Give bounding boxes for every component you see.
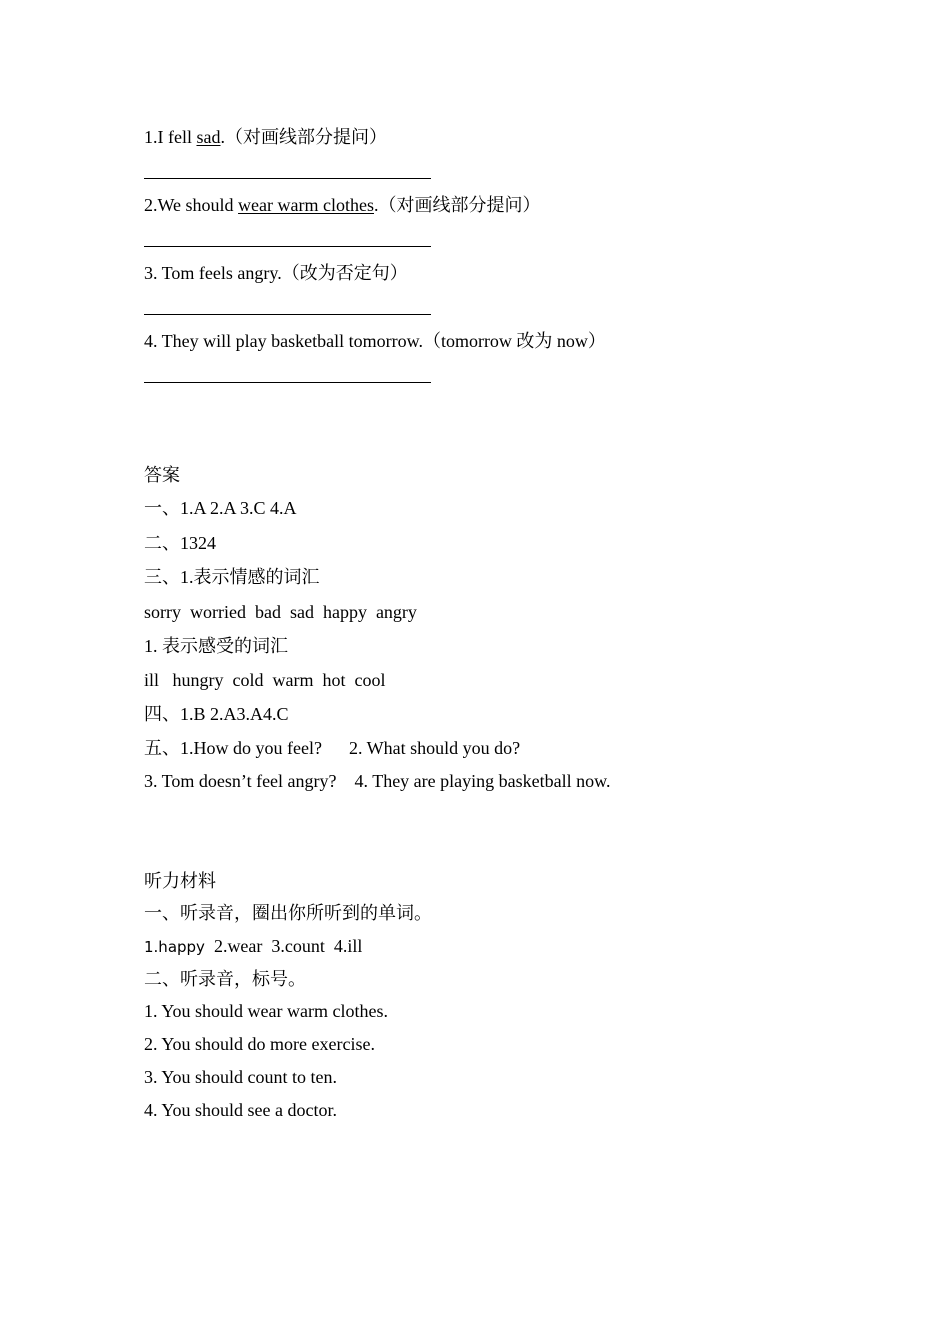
underlined-phrase: sad xyxy=(196,127,221,147)
listening-item: 2. You should do more exercise. xyxy=(144,1034,375,1054)
answer-line: 二、1324 xyxy=(144,533,216,553)
answer-line: 一、1.A 2.A 3.C 4.A xyxy=(144,498,297,518)
answer-line: sorry worried bad sad happy angry xyxy=(144,602,417,622)
exercise-3: 3. Tom feels angry.（改为否定句） xyxy=(144,263,408,283)
underlined-phrase: wear warm clothes xyxy=(238,195,374,215)
answer-line: ill hungry cold warm hot cool xyxy=(144,670,386,690)
exercise-1: 1.I fell sad.（对画线部分提问） xyxy=(144,127,387,147)
answer-line: 四、1.B 2.A3.A4.C xyxy=(144,704,289,724)
answer-blank-1 xyxy=(144,178,431,179)
answer-line: 3. Tom doesn’t feel angry? 4. They are playing basketball now. xyxy=(144,771,611,791)
listening-part1-items: 1.happy 2.wear 3.count 4.ill xyxy=(144,936,363,956)
answer-line: 五、1.How do you feel? 2. What should you do? xyxy=(144,738,521,758)
exercise-2: 2.We should wear warm clothes.（对画线部分提问） xyxy=(144,195,541,215)
exercise-4: 4. They will play basketball tomorrow.（tomorrow 改为 now） xyxy=(144,331,606,351)
listening-part2-title: 二、听录音，标号。 xyxy=(144,969,306,989)
listening-item: 3. You should count to ten. xyxy=(144,1067,338,1087)
answer-blank-2 xyxy=(144,246,431,247)
answer-line: 1. 表示感受的词汇 xyxy=(144,636,288,656)
answer-blank-3 xyxy=(144,314,431,315)
listening-part1-title: 一、听录音，圈出你所听到的单词。 xyxy=(144,903,432,923)
listening-item: 1. You should wear warm clothes. xyxy=(144,1001,388,1021)
answer-line: 三、1.表示情感的词汇 xyxy=(144,567,320,587)
answer-blank-4 xyxy=(144,382,431,383)
answers-heading: 答案 xyxy=(144,465,180,485)
listening-item: 4. You should see a doctor. xyxy=(144,1100,337,1120)
listening-heading: 听力材料 xyxy=(144,871,216,891)
